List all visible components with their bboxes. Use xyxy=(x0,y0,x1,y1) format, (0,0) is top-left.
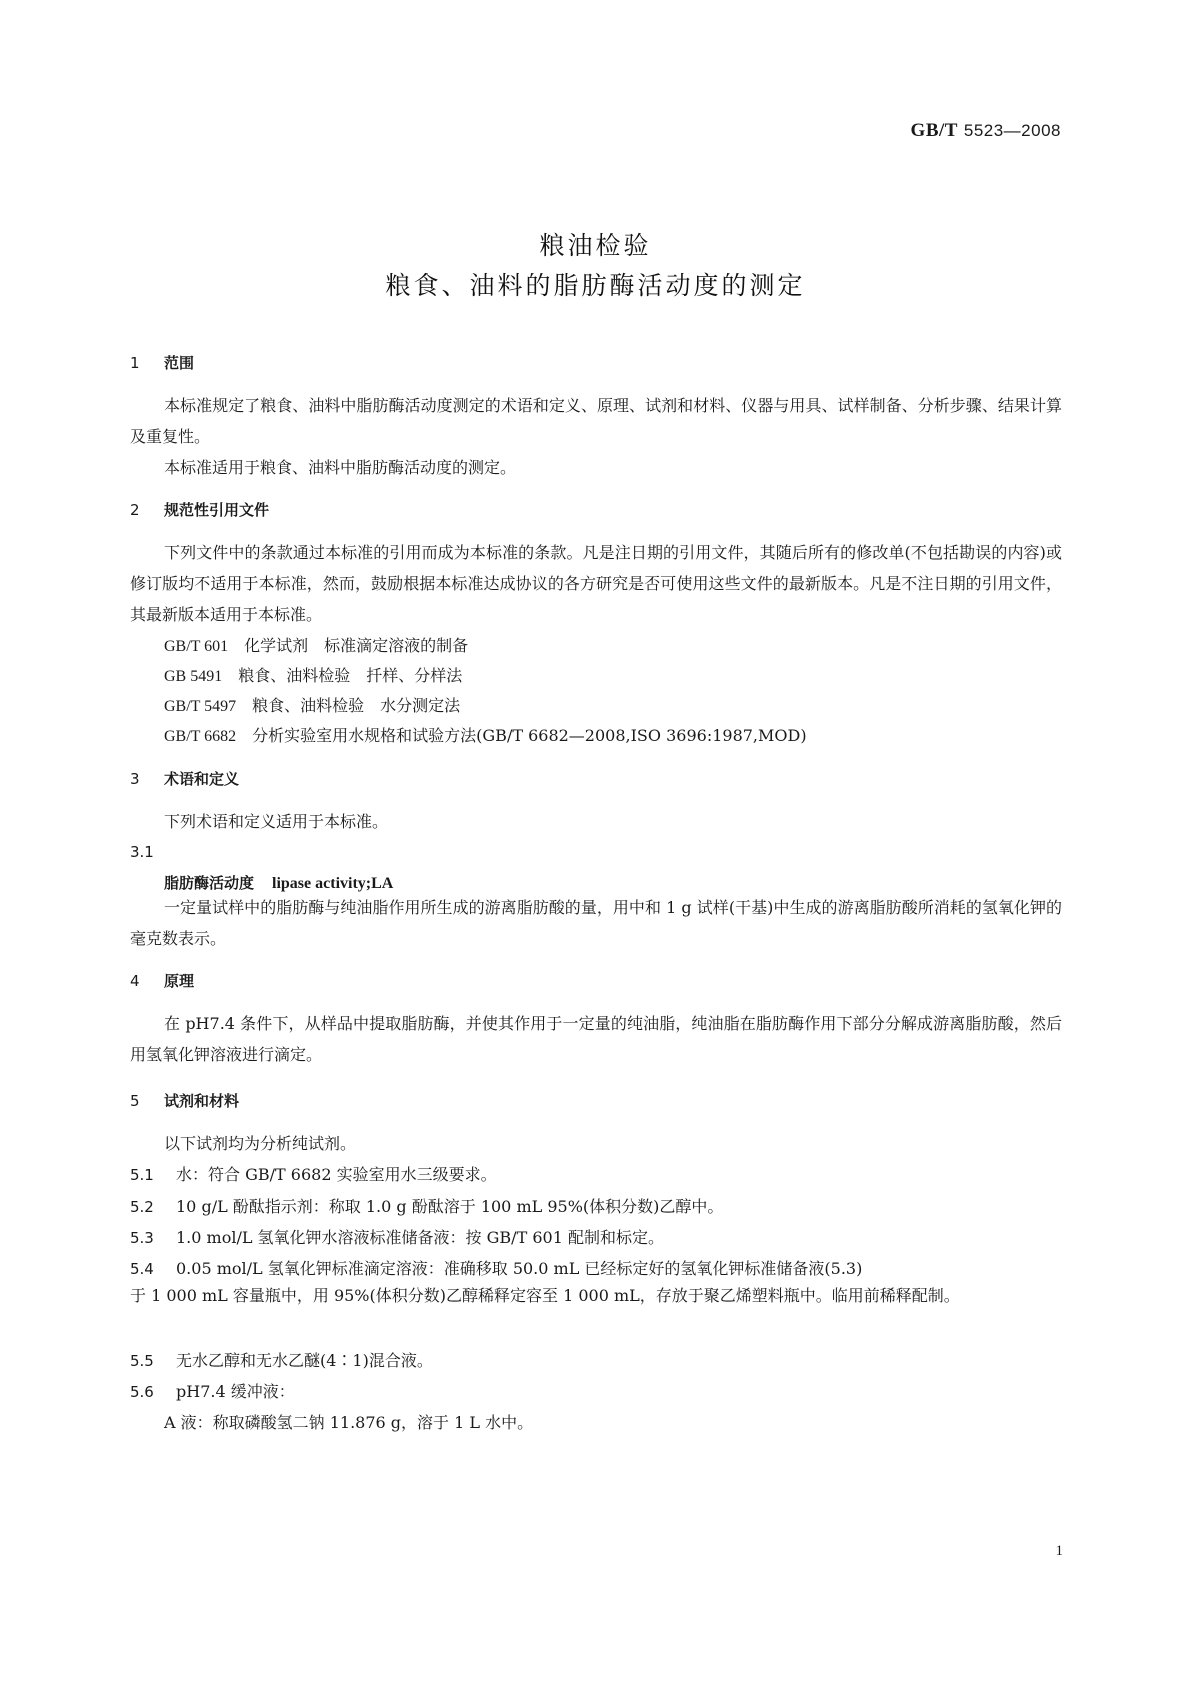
section-heading-1: 1 范围 xyxy=(130,354,195,372)
title-line-1: 粮油检验 xyxy=(539,231,652,260)
section-heading-3: 3 术语和定义 xyxy=(130,770,240,788)
standard-prefix: GB/T xyxy=(910,120,958,141)
term-entry: 脂肪酶活动度 lipase activity;LA xyxy=(164,874,394,892)
page-number: 1 xyxy=(1055,1543,1063,1559)
section-heading-2: 2 规范性引用文件 xyxy=(130,501,270,519)
standard-code xyxy=(911,120,1061,142)
paragraph: 下列术语和定义适用于本标准。 xyxy=(164,812,389,831)
clause-item: 5.5 无水乙醇和无水乙醚(4∶1)混合液。 xyxy=(130,1351,433,1370)
clause-number: 3.1 xyxy=(130,843,154,861)
term-definition: 一定量试样中的脂肪酶与纯油脂作用所生成的游离脂肪酸的量，用中和 1 g 试样(干基)中生成的游离脂肪酸所消耗的氢氧化钾的毫克数表示。 xyxy=(130,898,1062,948)
section-heading-5: 5 试剂和材料 xyxy=(130,1092,240,1110)
clause-item: 5.1 水：符合 GB/T 6682 实验室用水三级要求。 xyxy=(130,1165,497,1184)
clause-item: 5.2 10 g/L 酚酞指示剂：称取 1.0 g 酚酞溶于 100 mL 95%(体积分数)乙醇中。 xyxy=(130,1197,724,1216)
reference-item: GB/T 5497 粮食、油料检验 水分测定法 xyxy=(164,696,461,715)
paragraph: 以下试剂均为分析纯试剂。 xyxy=(164,1134,357,1153)
title-line-2: 粮食、油料的脂肪酶活动度的测定 xyxy=(385,271,806,300)
paragraph: 下列文件中的条款通过本标准的引用而成为本标准的条款。凡是注日期的引用文件，其随后所有的修改单(不包括勘误的内容)或修订版均不适用于本标准，然而，鼓励根据本标准达成协议的各方研究是否可使用这些文件的最新版本。凡是不注日期的引用文件，其最新版本适用于本标准。 xyxy=(130,543,1062,624)
paragraph: 本标准适用于粮食、油料中脂肪酶活动度的测定。 xyxy=(164,458,517,477)
section-heading-4: 4 原理 xyxy=(130,972,195,990)
standard-number: 5523—2008 xyxy=(963,121,1061,140)
document-title xyxy=(0,226,1191,306)
paragraph: 在 pH7.4 条件下，从样品中提取脂肪酶，并使其作用于一定量的纯油脂，纯油脂在脂肪酶作用下部分分解成游离脂肪酸，然后用氢氧化钾溶液进行滴定。 xyxy=(130,1014,1062,1064)
clause-item: 5.6 pH7.4 缓冲液： xyxy=(130,1382,295,1401)
reference-item: GB/T 6682 分析实验室用水规格和试验方法(GB/T 6682—2008,ISO 3696:1987,MOD) xyxy=(164,726,807,745)
solution-a: A 液：称取磷酸氢二钠 11.876 g，溶于 1 L 水中。 xyxy=(164,1413,534,1432)
clause-item: 5.4 0.05 mol/L 氢氧化钾标准滴定溶液：准确移取 50.0 mL 已经标定好的氢氧化钾标准储备液(5.3) xyxy=(130,1259,863,1278)
reference-item: GB 5491 粮食、油料检验 扦样、分样法 xyxy=(164,666,463,685)
clause-item: 5.3 1.0 mol/L 氢氧化钾水溶液标准储备液：按 GB/T 601 配制和标定。 xyxy=(130,1228,664,1247)
reference-item: GB/T 601 化学试剂 标准滴定溶液的制备 xyxy=(164,636,469,655)
paragraph: 本标准规定了粮食、油料中脂肪酶活动度测定的术语和定义、原理、试剂和材料、仪器与用具、试样制备、分析步骤、结果计算及重复性。 xyxy=(130,396,1062,446)
clause-continuation: 于 1 000 mL 容量瓶中，用 95%(体积分数)乙醇稀释定容至 1 000 mL，存放于聚乙烯塑料瓶中。临用前稀释配制。 xyxy=(130,1286,960,1305)
